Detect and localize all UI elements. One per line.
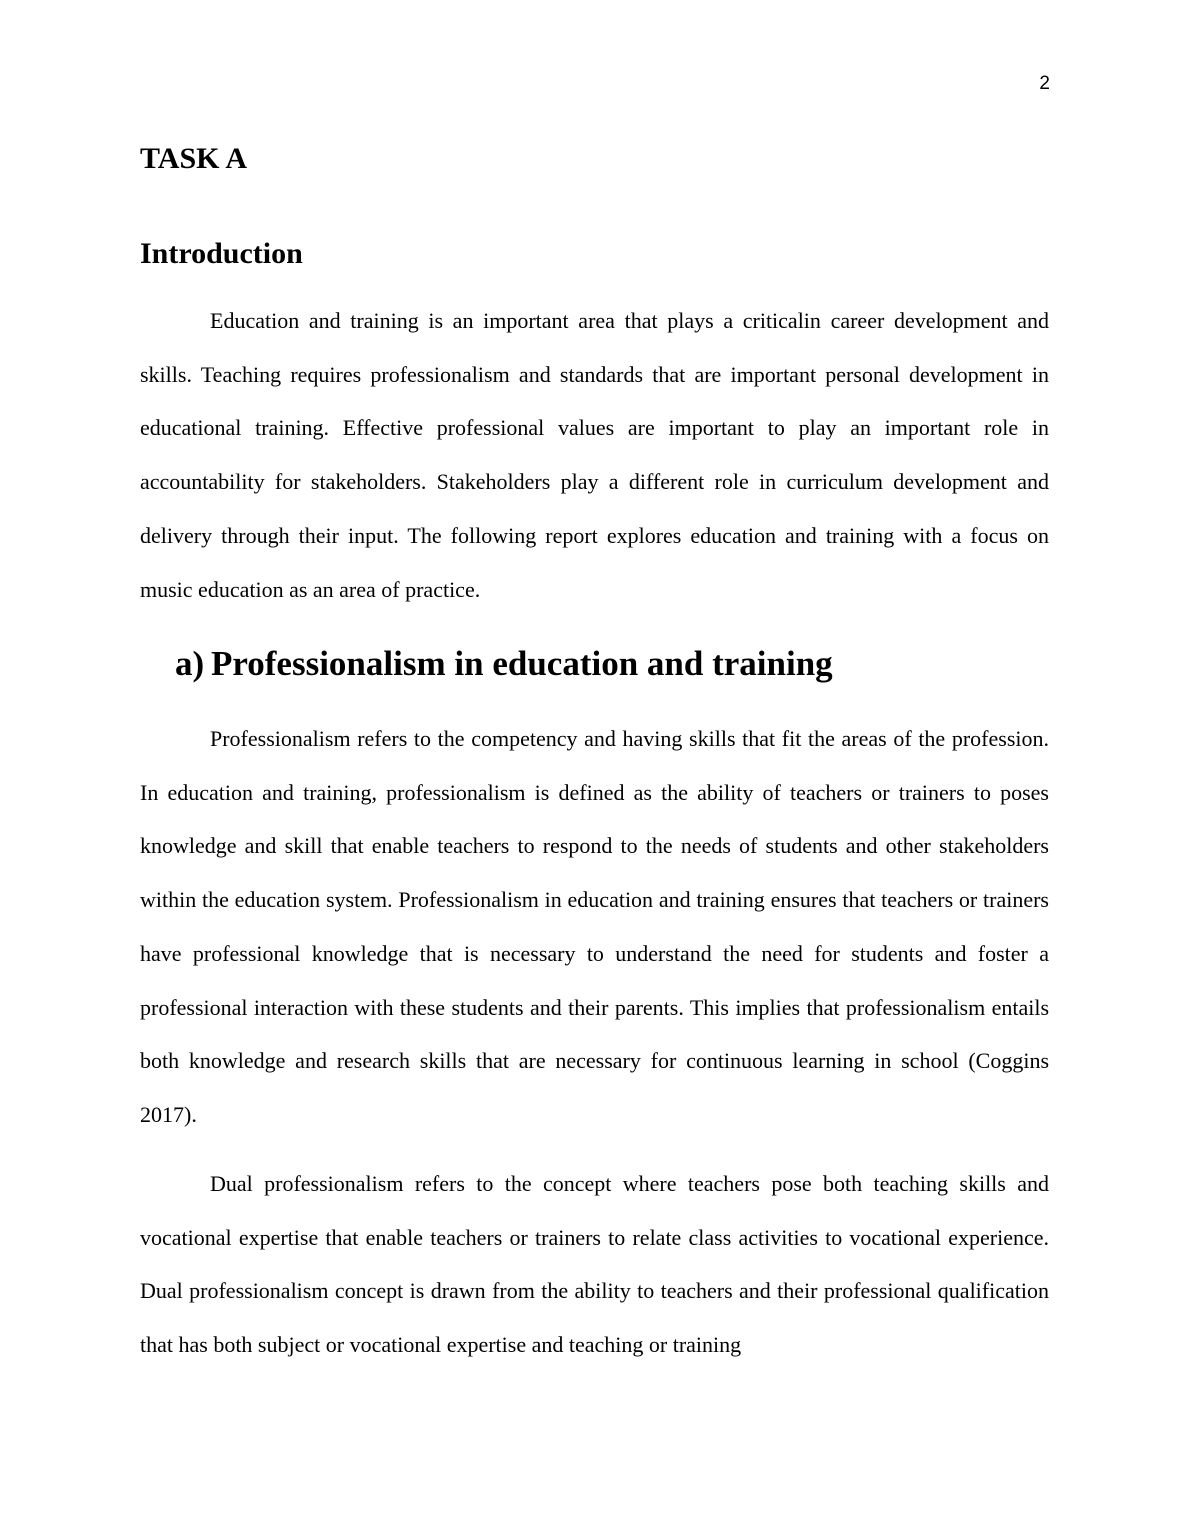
dual-professionalism-paragraph: Dual professionalism refers to the concept where teachers pose both teaching skills and vocational expertise that enable teachers or trainers to relate class activities to vocational experience. Dual professionalism concept is drawn from the ability to teachers and their professional qualification that has both subject or vocational expertise and teaching or training xyxy=(140,1171,1049,1358)
professionalism-paragraph: Professionalism refers to the competency and having skills that fit the areas of the profession. In education and training, professionalism is defined as the ability of teachers or trainers to poses knowledge and skill that enable teachers to respond to the needs of students and other stakeholders within the education system. Professionalism in education and training ensures that teachers or trainers have professional knowledge that is necessary to understand the need for students and foster a professional interaction with these students and their parents. This implies that professionalism entails both knowledge and research skills that are necessary for continuous learning in school (Coggins 2017). xyxy=(140,726,1049,1127)
section-a-list-marker: a) xyxy=(175,644,205,683)
section-a-title: Professionalism in education and training xyxy=(211,644,833,683)
page-number: 2 xyxy=(1039,73,1050,94)
introduction-heading: Introduction xyxy=(140,237,303,270)
section-a-heading xyxy=(175,642,833,686)
task-heading: TASK A xyxy=(140,142,247,175)
introduction-paragraph: Education and training is an important area that plays a criticalin career development and skills. Teaching requires professionalism and standards that are important personal development in educational training. Effective professional values are important to play an important role in accountability for stakeholders. Stakeholders play a different role in curriculum development and delivery through their input. The following report explores education and training with a focus on music education as an area of practice. xyxy=(140,308,1049,602)
